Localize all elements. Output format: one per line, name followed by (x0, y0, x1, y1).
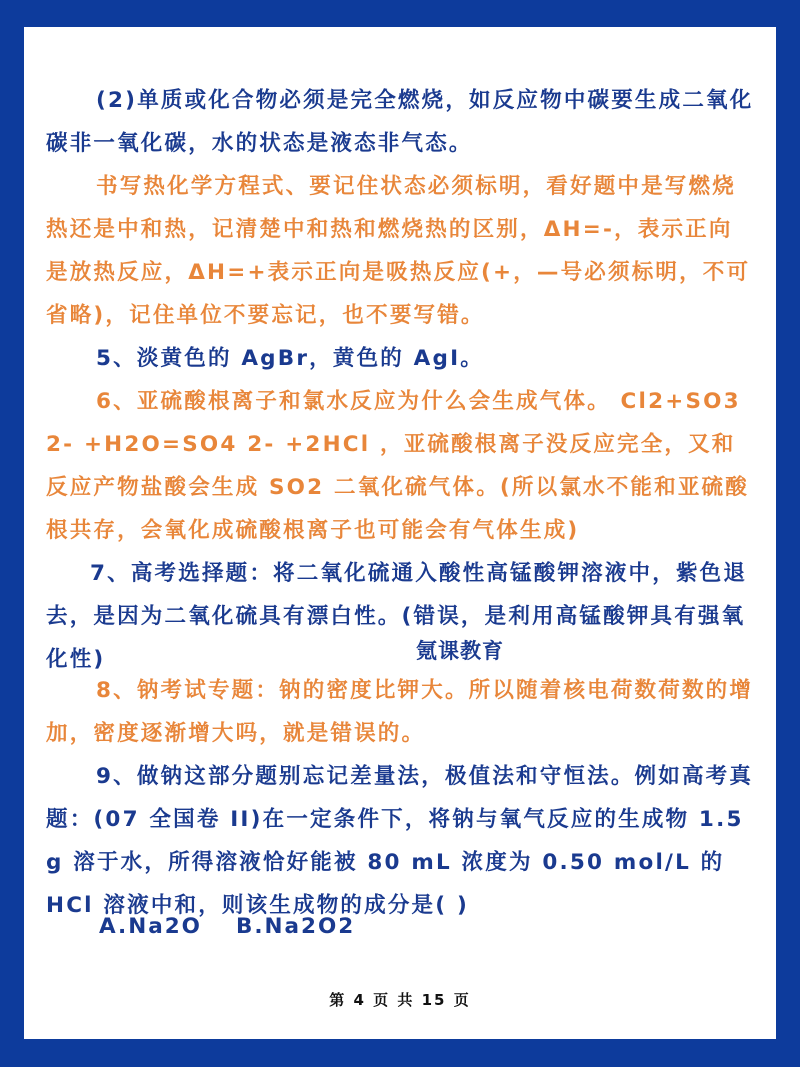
option-b: B.Na2O2 (236, 914, 356, 939)
page-number-footer: 第 4 页 共 15 页 (329, 991, 471, 1009)
paragraph-item-7: 7、高考选择题：将二氧化硫通入酸性高锰酸钾溶液中，紫色退去，是因为二氧化硫具有漂白性。(错误，是利用高锰酸钾具有强氧化性) (46, 561, 748, 672)
paragraph-item-6: 6、亚硫酸根离子和氯水反应为什么会生成气体。 Cl2+SO3 2- +H2O=SO4 2- +2HCl ，亚硫酸根离子没反应完全，又和反应产物盐酸会生成 SO2 二氧化硫气体。(所以氯水不能和亚硫酸根共存，会氧化成硫酸根离子也可能会有气体生成) (46, 389, 749, 543)
watermark-text: 氪课教育 (416, 639, 504, 663)
option-a: A.Na2O (99, 914, 202, 939)
paragraph-item-5: 5、淡黄色的 AgBr，黄色的 AgI。 (96, 346, 484, 371)
paragraph-item-9: 9、做钠这部分题别忘记差量法，极值法和守恒法。例如高考真题：(07 全国卷 II)在一定条件下，将钠与氧气反应的生成物 1.5 g 溶于水，所得溶液恰好能被 80 mL 浓度为 0.50 mol/L 的 HCl 溶液中和，则该生成物的成分是( ) (46, 764, 754, 918)
paragraph-combustion-condition: (2)单质或化合物必须是完全燃烧，如反应物中碳要生成二氧化碳非一氧化碳，水的状态是液态非气态。 (46, 88, 754, 156)
paragraph-thermochemical-equation: 书写热化学方程式、要记住状态必须标明，看好题中是写燃烧热还是中和热，记清楚中和热和燃烧热的区别，ΔH=-，表示正向是放热反应，ΔH=+表示正向是吸热反应(+，—号必须标明，不可省略)，记住单位不要忘记，也不要写错。 (46, 174, 751, 328)
document-page (24, 27, 776, 1039)
paragraph-item-8: 8、钠考试专题：钠的密度比钾大。所以随着核电荷数荷数的增加，密度逐渐增大吗，就是错误的。 (46, 678, 754, 746)
